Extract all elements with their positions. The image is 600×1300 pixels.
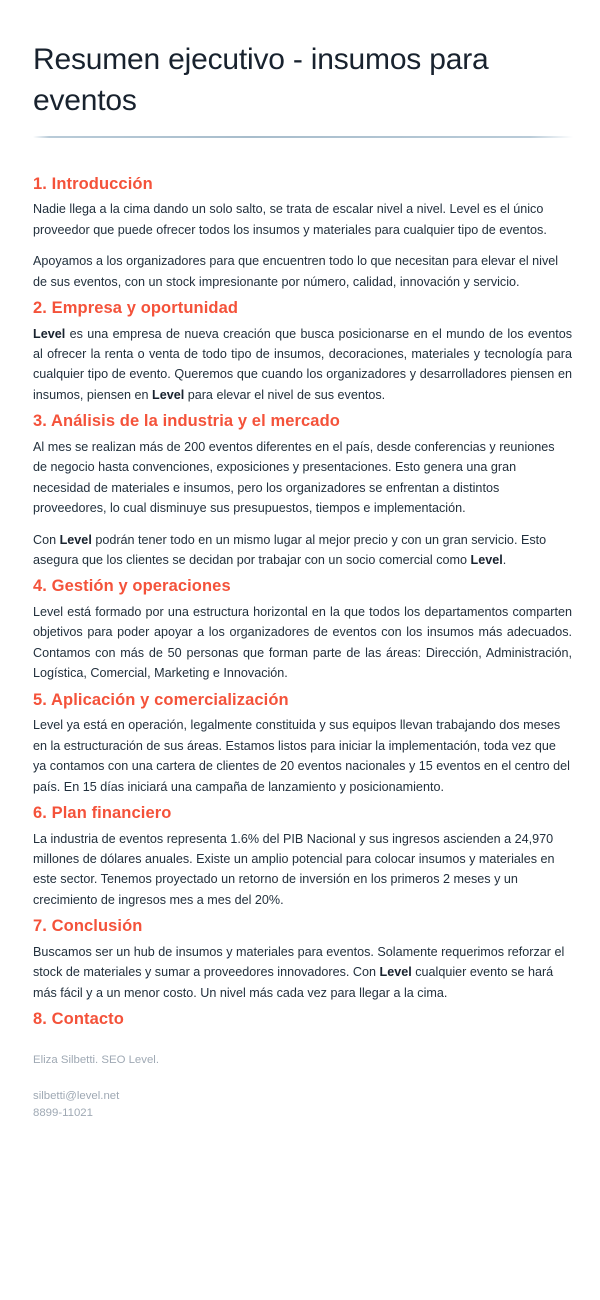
section-heading: 3. Análisis de la industria y el mercado: [33, 412, 340, 431]
section-heading: 4. Gestión y operaciones: [33, 577, 231, 596]
contact-name-role: Eliza Silbetti. SEO Level.: [33, 1053, 159, 1066]
section-paragraph: Level ya está en operación, legalmente constituida y sus equipos llevan trabajando dos meses en la estructuración de sus áreas. Estamos listos para iniciar la implementación, toda vez que ya contamos con una cartera de clientes de 20 eventos nacionales y 15 eventos en el centro del país. En 15 días iniciará una campaña de lanzamiento y posicionamiento.: [33, 718, 570, 794]
section-aplicacion-y-comercializacion: [33, 688, 572, 797]
page-title: Resumen ejecutivo - insumos para eventos: [33, 43, 489, 117]
section-heading: 7. Conclusión: [33, 917, 143, 936]
section-introduccion: [33, 172, 572, 292]
section-paragraph: Buscamos ser un hub de insumos y materiales para eventos. Solamente requerimos reforzar el stock de materiales y sumar a proveedores innovadores. Con Level cualquier evento se hará más fácil y a un menor costo. Un nivel más cada vez para llegar a la cima.: [33, 945, 565, 1000]
section-paragraph: Nadie llega a la cima dando un solo salto, se trata de escalar nivel a nivel. Level es el único proveedor que puede ofrecer todos los insumos y materiales para cualquier tipo de eventos.: [33, 202, 547, 237]
section-heading: 8. Contacto: [33, 1010, 124, 1029]
section-heading: 1. Introducción: [33, 174, 153, 193]
section-paragraph: Level es una empresa de nueva creación que busca posicionarse en el mundo de los eventos al ofrecer la renta o venta de todo tipo de insumos, decoraciones, materiales y tecnología para cualquier tipo de evento. Queremos que cuando los organizadores y desarrolladores piensen en insumos, piensen en Level para elevar el nivel de sus eventos.: [33, 326, 572, 402]
section-empresa-y-oportunidad: [33, 296, 572, 405]
section-paragraph: Apoyamos a los organizadores para que encuentren todo lo que necesitan para elevar el nivel de sus eventos, con un stock impresionante por número, calidad, innovación y servicio.: [33, 254, 559, 289]
section-paragraph: Al mes se realizan más de 200 eventos diferentes en el país, desde conferencias y reuniones de negocio hasta convenciones, exposiciones y presentaciones. Esto genera una gran necesidad de materiales e insumos, pero los organizadores se enfrentan a distintos proveedores, lo cual disminuye sus presupuestos, tiempos e implementación.: [33, 439, 555, 516]
section-paragraph: La industria de eventos representa 1.6% del PIB Nacional y sus ingresos ascienden a 24,970 millones de dólares anuales. Existe un amplio potencial para colocar insumos y materiales en este sector. Tenemos proyectado un retorno de inversión en los primeros 2 meses y un crecimiento de ingresos mes a mes del 20%.: [33, 831, 555, 907]
title-divider: [33, 136, 573, 138]
section-paragraph: Level está formado por una estructura horizontal en la que todos los departamentos comparten objetivos para poder apoyar a los organizadores de eventos con los insumos más adecuados. Contamos con más de 50 personas que forman parte de las áreas: Dirección, Administración, Logística, Comercial, Marketing e Innovación.: [33, 605, 572, 681]
contact-block: [33, 1052, 572, 1123]
section-heading: 6. Plan financiero: [33, 803, 172, 822]
section-conclusion: [33, 914, 572, 1003]
section-gestion-y-operaciones: [33, 574, 572, 683]
section-contacto: [33, 1007, 572, 1123]
contact-email[interactable]: silbetti@level.net: [33, 1089, 120, 1102]
section-analisis-industria-mercado: [33, 409, 572, 570]
section-heading: 2. Empresa y oportunidad: [33, 298, 239, 317]
contact-phone[interactable]: 8899-11021: [33, 1107, 93, 1120]
section-heading: 5. Aplicación y comercialización: [33, 690, 289, 709]
section-plan-financiero: [33, 801, 572, 910]
section-paragraph: Con Level podrán tener todo en un mismo lugar al mejor precio y con un gran servicio. Esto asegura que los clientes se decidan por trabajar con un socio comercial como Level.: [33, 532, 547, 567]
